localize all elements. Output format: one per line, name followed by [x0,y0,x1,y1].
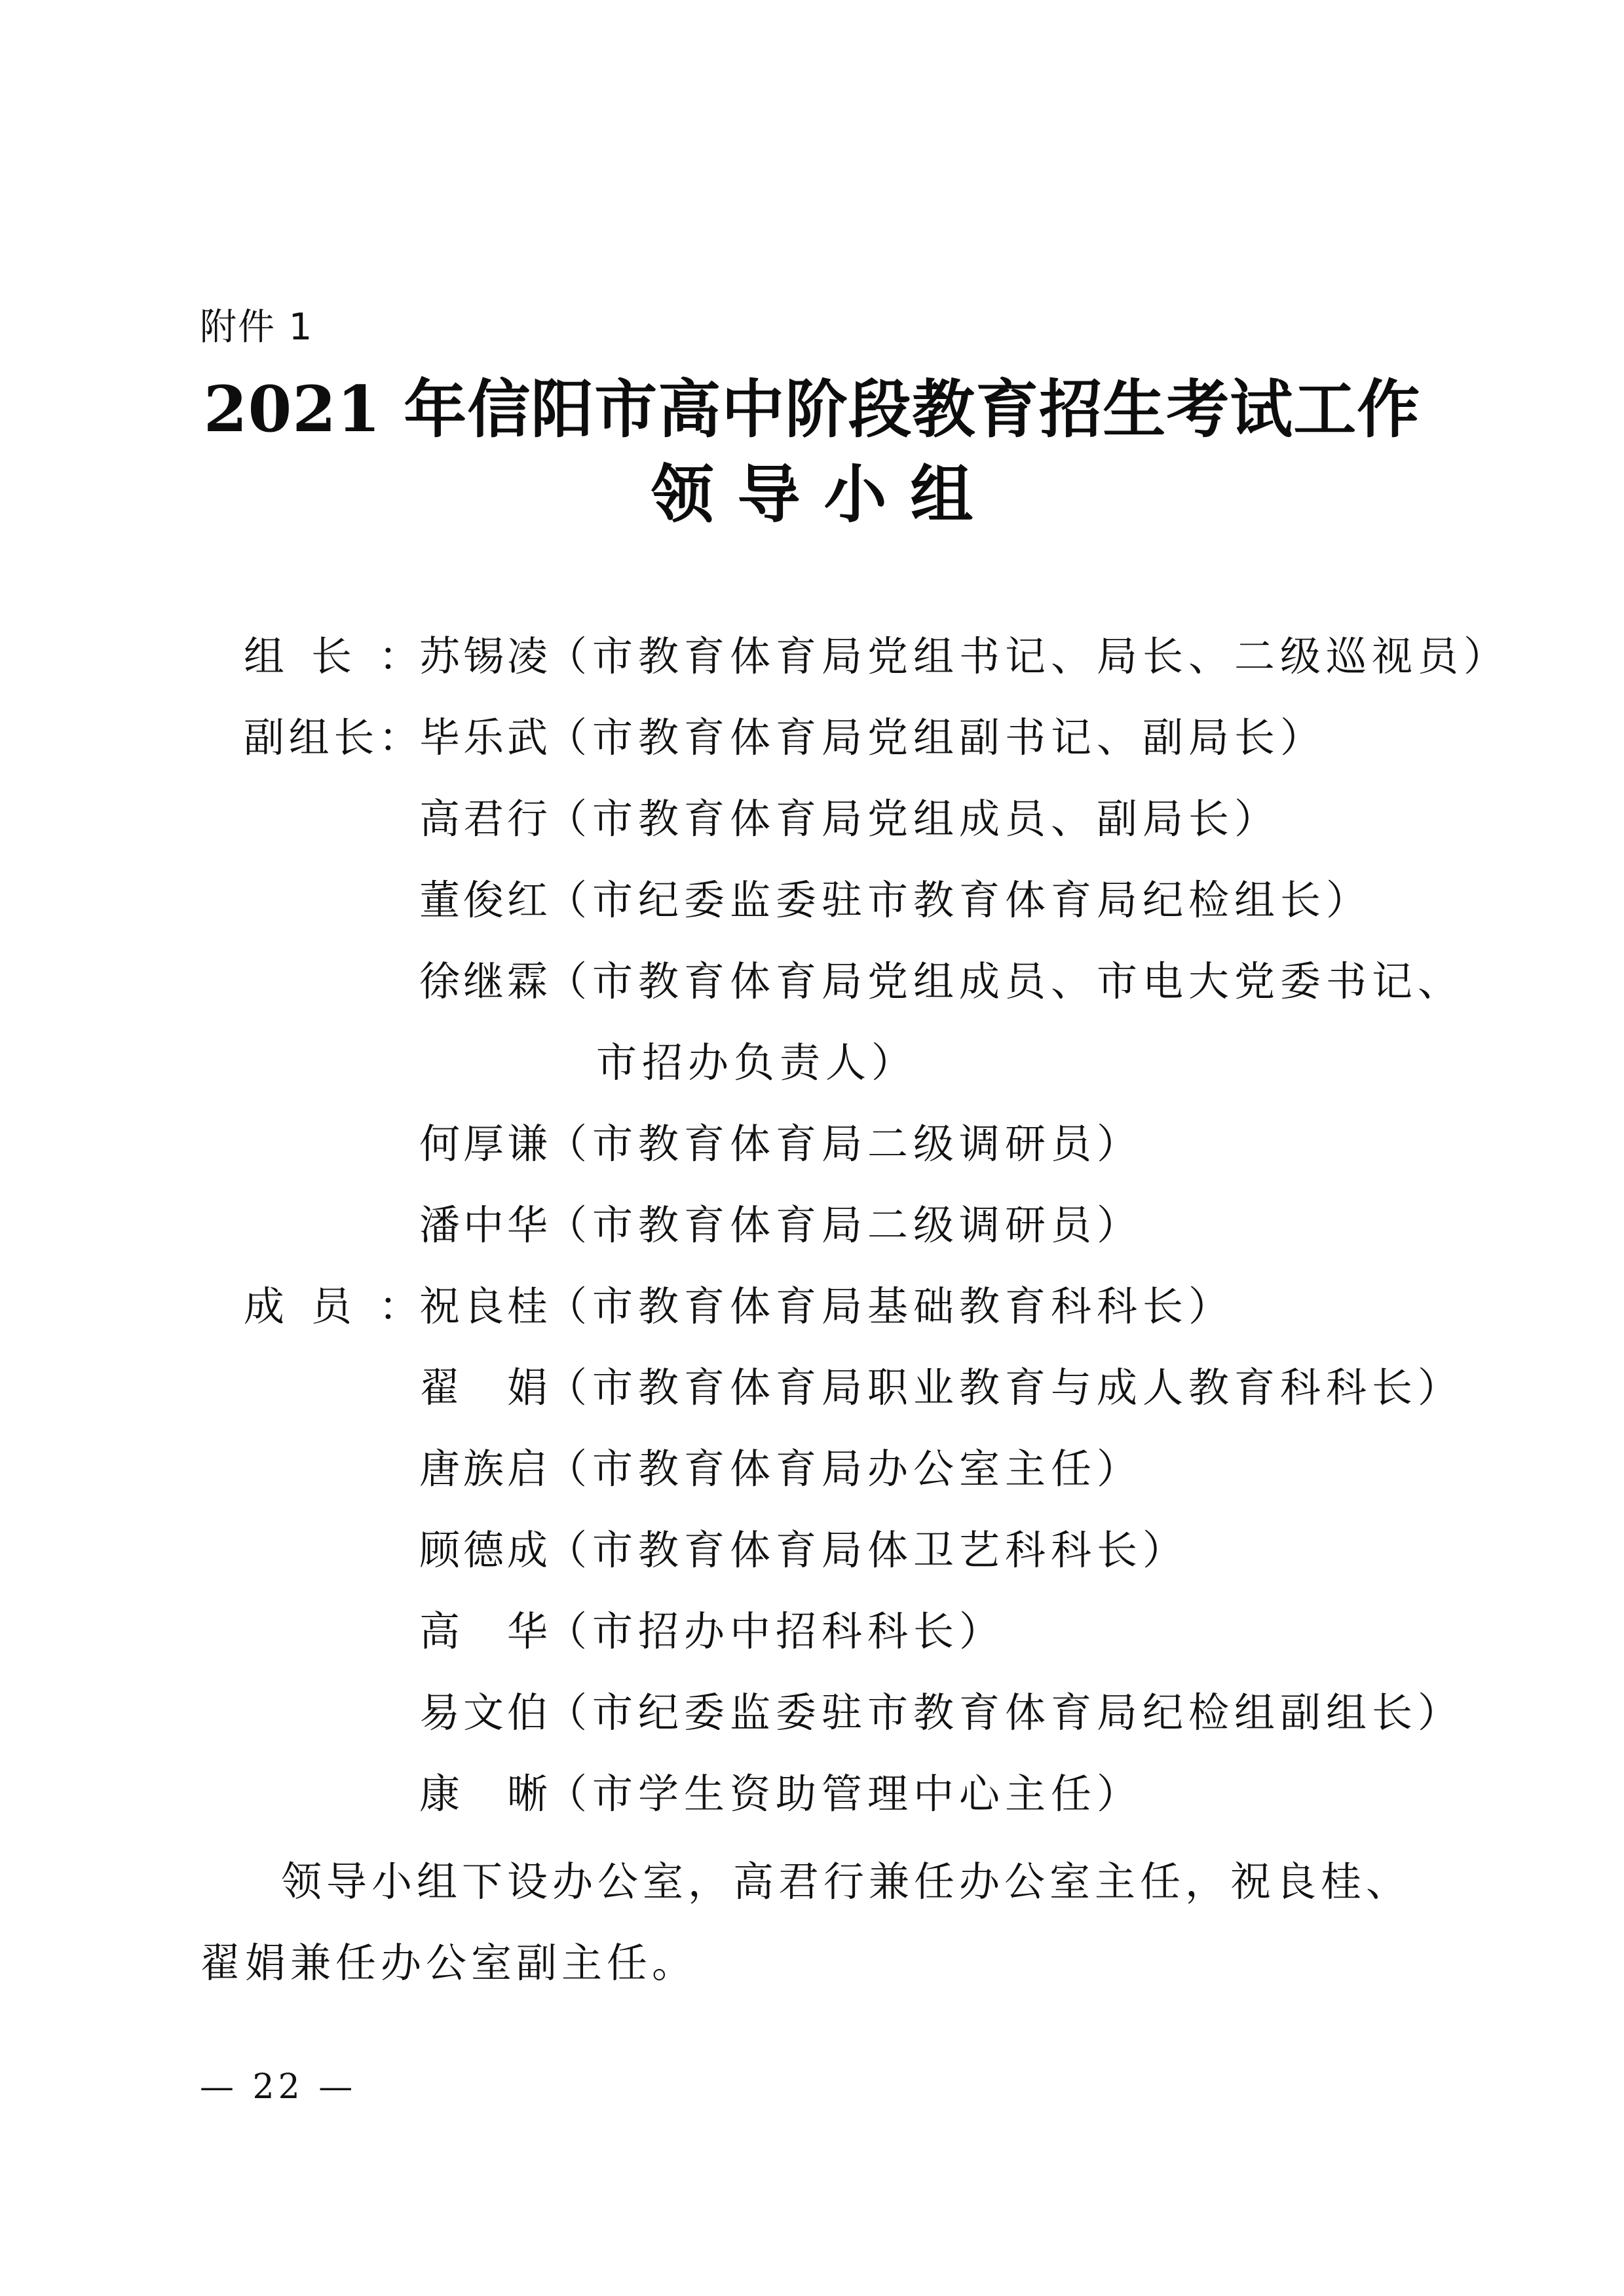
roster-person-name: 何 厚 谦 [419,1120,548,1168]
roster-role-label: 组 长 ： [244,632,419,680]
roster-person-name: 毕 乐 武 [419,714,548,761]
roster-row [244,1274,1449,1355]
roster-row [244,786,1449,868]
roster-person-name: 董 俊 红 [419,876,548,924]
roster-person-duty: （市教育体育局办公室主任） [546,1445,1143,1493]
roster-person-name: 易 文 伯 [419,1689,548,1736]
roster-person-duty: （市教育体育局党组副书记、副局长） [546,714,1327,761]
roster-person [419,1680,1464,1746]
roster-row [244,1193,1449,1274]
roster-person [419,949,1464,1014]
roster-person [419,1274,1235,1339]
roster-person [419,1111,1143,1177]
member-roster [244,624,1510,1843]
roster-row [244,1518,1449,1599]
roster-person-name: 高 君 行 [419,795,548,843]
roster-person-duty: （市教育体育局党组成员、市电大党委书记、 [546,957,1464,1005]
roster-person [419,868,1372,933]
document-title-line2: 领导小组 [651,457,997,531]
roster-person-name: 唐 族 启 [419,1445,548,1493]
roster-person-duty: （市教育体育局二级调研员） [546,1120,1143,1168]
roster-person [419,1518,1189,1583]
roster-person-duty: （市学生资助管理中心主任） [546,1770,1143,1818]
roster-person-name: 翟 娟 [419,1364,548,1411]
roster-person-name: 顾 德 成 [419,1526,548,1574]
roster-person-duty: （市教育体育局党组成员、副局长） [546,795,1281,843]
roster-person [419,1599,1006,1664]
roster-role-label: 副 组 长 ： [244,714,419,761]
roster-row [244,705,1449,786]
roster-row [244,1355,1464,1436]
roster-row [244,868,1449,949]
roster-person [419,624,1510,689]
roster-person-duty: （市教育体育局职业教育与成人教育科科长） [546,1364,1464,1411]
roster-row [244,624,1510,705]
roster-person [419,1355,1464,1421]
roster-person-duty: （市纪委监委驻市教育体育局纪检组长） [546,876,1372,924]
roster-row [244,1680,1464,1761]
roster-duty-continuation: 市招办负责人） [596,1039,918,1086]
page-number: — 22 — [200,2067,357,2107]
roster-person-name: 高 华 [419,1607,548,1655]
roster-row [244,1111,1449,1193]
roster-person-duty: （市纪委监委驻市教育体育局纪检组副组长） [546,1689,1464,1736]
roster-person-name: 祝 良 桂 [419,1282,548,1330]
roster-person [419,786,1281,852]
roster-person [419,705,1327,771]
attachment-label: 附件 1 [200,306,314,349]
roster-person-duty: （市教育体育局体卫艺科科长） [546,1526,1189,1574]
document-title-line1: 2021 年信阳市高中阶段教育招生考试工作 [203,372,1421,446]
roster-person [419,1193,1143,1258]
roster-row [244,1599,1449,1680]
roster-person-name: 徐 继 霖 [419,957,548,1005]
roster-person-duty: （市教育体育局二级调研员） [546,1201,1143,1249]
closing-paragraph: 领导小组下设办公室，高君行兼任办公室主任，祝良桂、翟娟兼任办公室副主任。 [200,1858,1412,1987]
roster-person-duty: （市教育体育局党组书记、局长、二级巡视员） [546,632,1510,680]
roster-person [419,1761,1143,1827]
roster-person-name: 康 晰 [419,1770,548,1818]
roster-role-label: 成 员 ： [244,1282,419,1330]
roster-person-duty: （市招办中招科科长） [546,1607,1006,1655]
roster-person-duty: （市教育体育局基础教育科科长） [546,1282,1235,1330]
roster-person-name: 潘 中 华 [419,1201,548,1249]
roster-row [244,1436,1449,1518]
roster-person [419,1436,1143,1502]
roster-row [244,1761,1449,1843]
roster-person-name: 苏 锡 凌 [419,632,548,680]
roster-row [244,949,1464,1030]
roster-row [244,1030,1449,1111]
